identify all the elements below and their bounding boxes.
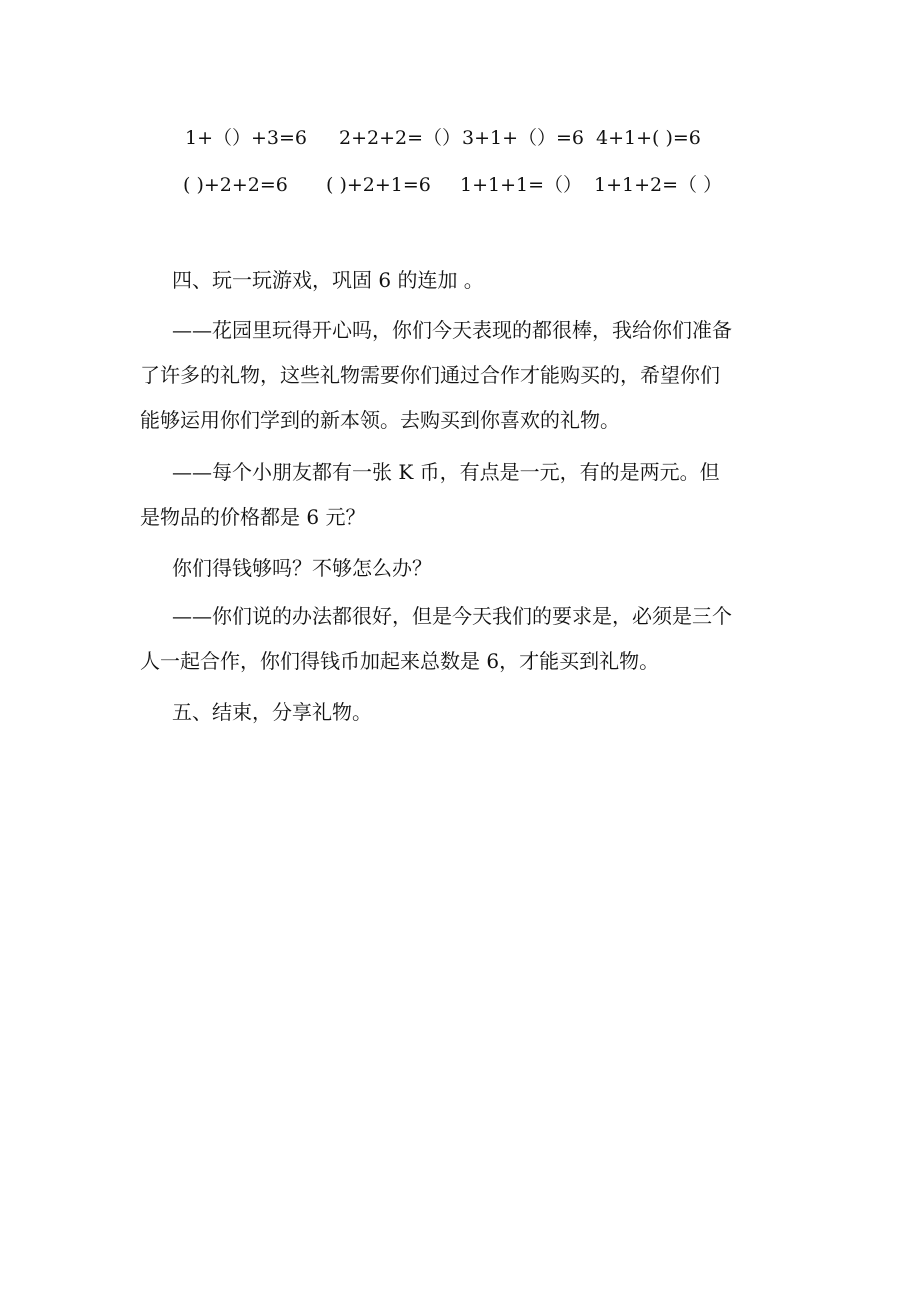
equation: 1+（）+3=6 [185,127,308,149]
paragraph-cooperation [140,594,790,684]
equation: 4+1+( )=6 [596,127,701,149]
equation: 1+1+1=（） [460,174,583,196]
paragraph-line: 你们得钱够吗？不够怎么办？ [172,556,432,580]
paragraph-gift-intro [140,308,790,443]
paragraph-line: 了许多的礼物，这些礼物需要你们通过合作才能购买的，希望你们 [140,363,720,387]
equation: ( )+2+1=6 [326,174,431,196]
equation: 2+2+2=（） [339,127,462,149]
paragraph-line: 人一起合作，你们得钱币加起来总数是 6，才能买到礼物。 [140,649,660,673]
paragraph-k-coins [140,450,790,540]
paragraph-line: ——花园里玩得开心吗，你们今天表现的都很棒，我给你们准备 [172,318,732,342]
equation: 3+1+（）=6 [462,127,585,149]
paragraph-line: ——你们说的办法都很好，但是今天我们的要求是，必须是三个 [172,604,732,628]
section-5-heading: 五、结束，分享礼物。 [172,700,372,724]
section-4-heading: 四、玩一玩游戏，巩固 6 的连加 。 [172,268,484,292]
paragraph-line: ——每个小朋友都有一张 K 币，有点是一元，有的是两元。但 [172,460,720,484]
equation-row-1 [0,123,920,153]
paragraph-line: 是物品的价格都是 6 元？ [140,505,366,529]
equation-row-2 [0,170,920,200]
paragraph-line: 能够运用你们学到的新本领。去购买到你喜欢的礼物。 [140,408,620,432]
equation: 1+1+2=（ ） [594,174,723,196]
equation: ( )+2+2=6 [183,174,288,196]
paragraph-question [140,546,790,591]
